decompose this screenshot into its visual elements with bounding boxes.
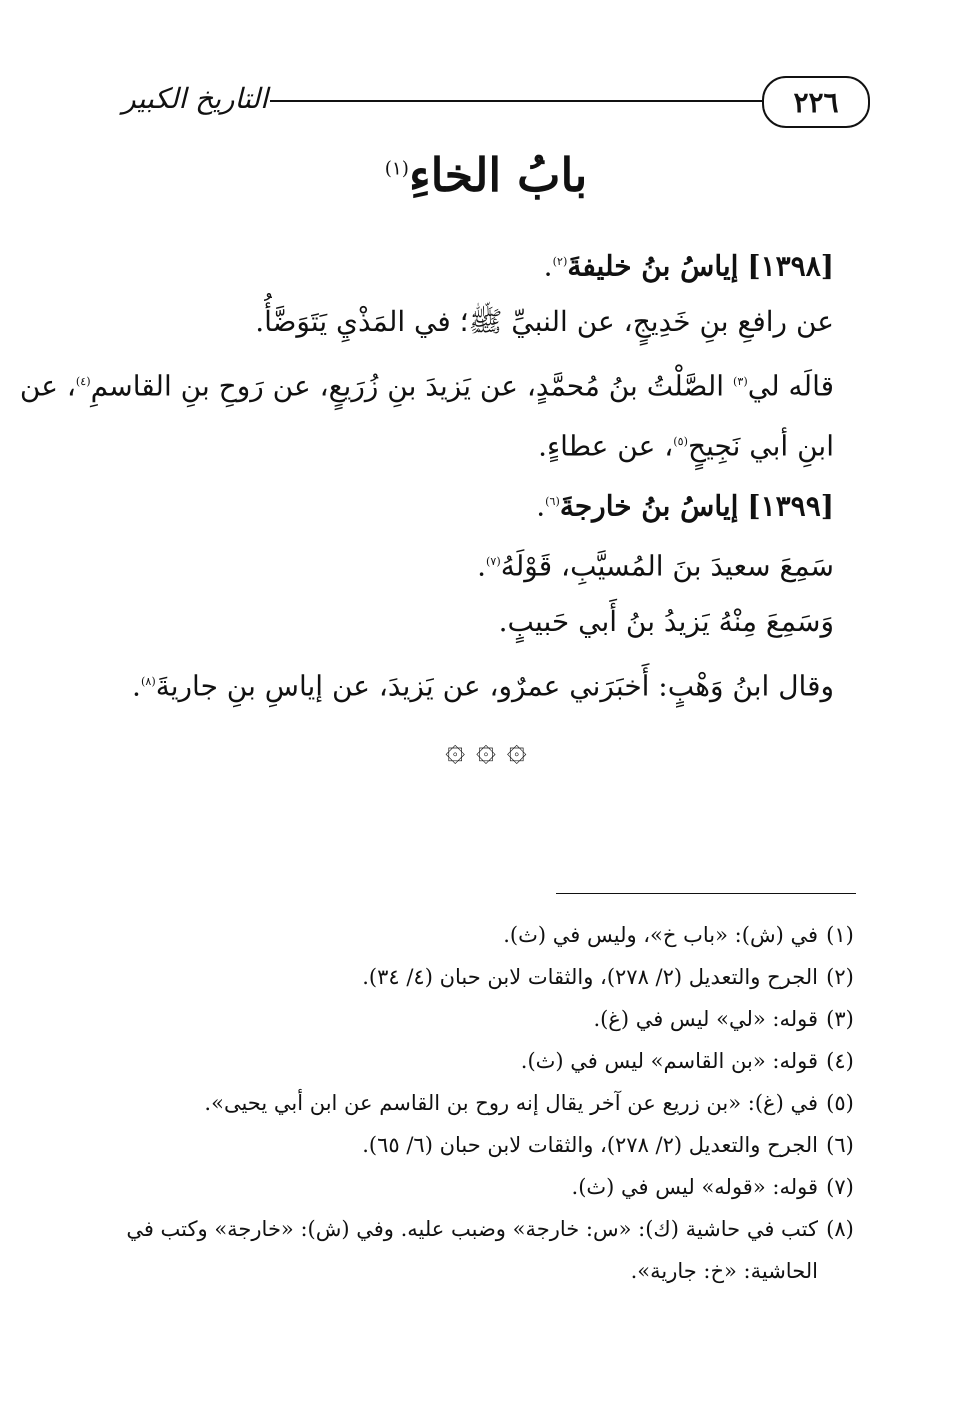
section-ornament: ۞ ۞ ۞ (445, 729, 527, 769)
footnote-text: قوله: «بن القاسم» ليس في (ث). (520, 1049, 818, 1073)
footnote-1 (112, 914, 862, 956)
footnote-ref: (٢) (552, 255, 568, 268)
header-rule (270, 100, 764, 102)
footnote-number: (٧) (826, 1175, 854, 1199)
text-fragment: ، عن (19, 369, 76, 403)
footnote-4 (112, 1040, 862, 1082)
page-number-badge (762, 76, 870, 128)
footnote-number: (١) (826, 923, 854, 947)
footnote-separator (556, 893, 856, 894)
footnote-number: (٢) (826, 965, 854, 989)
book-title: التاريخ الكبير (122, 82, 268, 115)
footnote-3 (112, 998, 862, 1040)
footnote-ref: (٧) (486, 555, 501, 568)
entry-name: إياسُ بنُ خليفةَ (567, 249, 739, 283)
footnote-text: في (ش): «باب خ»، وليس في (ث). (503, 923, 818, 947)
running-header (100, 76, 870, 130)
page-number: ٢٢٦ (793, 85, 839, 119)
entry-1399-line-2: وَسَمِعَ مِنْهُ يَزيدُ بنُ أَبي حَبيبٍ. (498, 605, 834, 638)
entry-1398-line-3 (112, 412, 834, 472)
entry-1399-line-3: وقال ابنُ وَهْبٍ: أَخبَرَني عمرٌو، عن يَزيدَ، عن إياسِ بنِ جاريةَ$^{(٨)}$. (132, 669, 834, 703)
entry-number: [١٣٩٨] (747, 249, 834, 283)
footnote-number: (٦) (826, 1133, 854, 1157)
footnote-ref: (٤) (75, 375, 91, 388)
text-fragment: قالَه لي (747, 369, 834, 403)
footnote-number: (٨) (826, 1217, 854, 1241)
main-text (19, 232, 834, 712)
footnote-ref: (٦) (545, 495, 560, 508)
entry-heading-1399: [١٣٩٩] إياسُ بنُ خارجةَ$^{(٦)}$. (536, 489, 834, 523)
footnote-number: (٤) (826, 1049, 854, 1073)
text-fragment: الصَّلْتُ بنُ مُحمَّدٍ، عن يَزيدَ بنِ زُرَيعٍ، عن رَوحِ بنِ القاسمِ (90, 369, 725, 403)
footnote-text: الجرح والتعديل (٢/ ٢٧٨)، والثقات لابن حبان (٤/ ٣٤). (362, 965, 818, 989)
entry-number: [١٣٩٩] (747, 489, 834, 523)
text-fragment: ، عن عطاءٍ. (538, 429, 674, 463)
footnote-text: قوله: «لي» ليس في (غ). (593, 1007, 818, 1031)
chapter-title-text: بابُ الخاءِ (408, 148, 588, 202)
footnote-number: (٣) (826, 1007, 854, 1031)
footnote-text: الجرح والتعديل (٢/ ٢٧٨)، والثقات لابن حبان (٦/ ٦٥). (362, 1133, 818, 1157)
footnote-text: كتب في حاشية (ك): «س: خارجة» وضبب عليه. وفي (ش): «خارجة» وكتب في (126, 1217, 818, 1241)
text-fragment: ابنِ أبي نَجِيحٍ (688, 429, 834, 463)
chapter-title (0, 148, 972, 202)
footnote-ref: (٨) (140, 675, 156, 688)
footnote-8-continued: الحاشية: «خ: جارية». (630, 1259, 818, 1283)
footnote-7 (112, 1166, 862, 1208)
footnote-number: (٥) (826, 1091, 854, 1115)
text-fragment: وقال ابنُ وَهْبٍ: أَخبَرَني عمرٌو، عن يَزيدَ، عن إياسِ بنِ جاريةَ (155, 669, 834, 703)
footnote-text: قوله: «قوله» ليس في (ث). (571, 1175, 818, 1199)
footnote-2 (112, 956, 862, 998)
footnotes (112, 914, 862, 1292)
footnote-ref: (١) (384, 158, 409, 180)
entry-1398-line-2 (19, 352, 834, 412)
entry-name: إياسُ بنُ خارجةَ (559, 489, 739, 523)
entry-heading-1398: [١٣٩٨] إياسُ بنُ خليفةَ$^{(٢)}$. (543, 249, 834, 283)
footnote-8 (112, 1208, 862, 1250)
footnote-text: في (غ): «بن زريع عن آخر يقال إنه روح بن القاسم عن ابن أبي يحيى». (204, 1091, 818, 1115)
entry-1398-line-1: عن رافعِ بنِ خَدِيجٍ، عن النبيِّ ﷺ؛ في المَذْيِ يَتَوَضَّأُ. (255, 305, 834, 338)
text-fragment: سَمِعَ سعيدَ بنَ المُسيَّبِ، قَوْلَهُ (500, 549, 834, 583)
entry-1399-line-1: سَمِعَ سعيدَ بنَ المُسيَّبِ، قَوْلَهُ$^{(٧)}$. (477, 549, 834, 583)
footnote-ref: (٣) (733, 375, 748, 388)
footnote-5 (112, 1082, 862, 1124)
footnote-ref: (٥) (673, 435, 688, 448)
footnote-6 (112, 1124, 862, 1166)
